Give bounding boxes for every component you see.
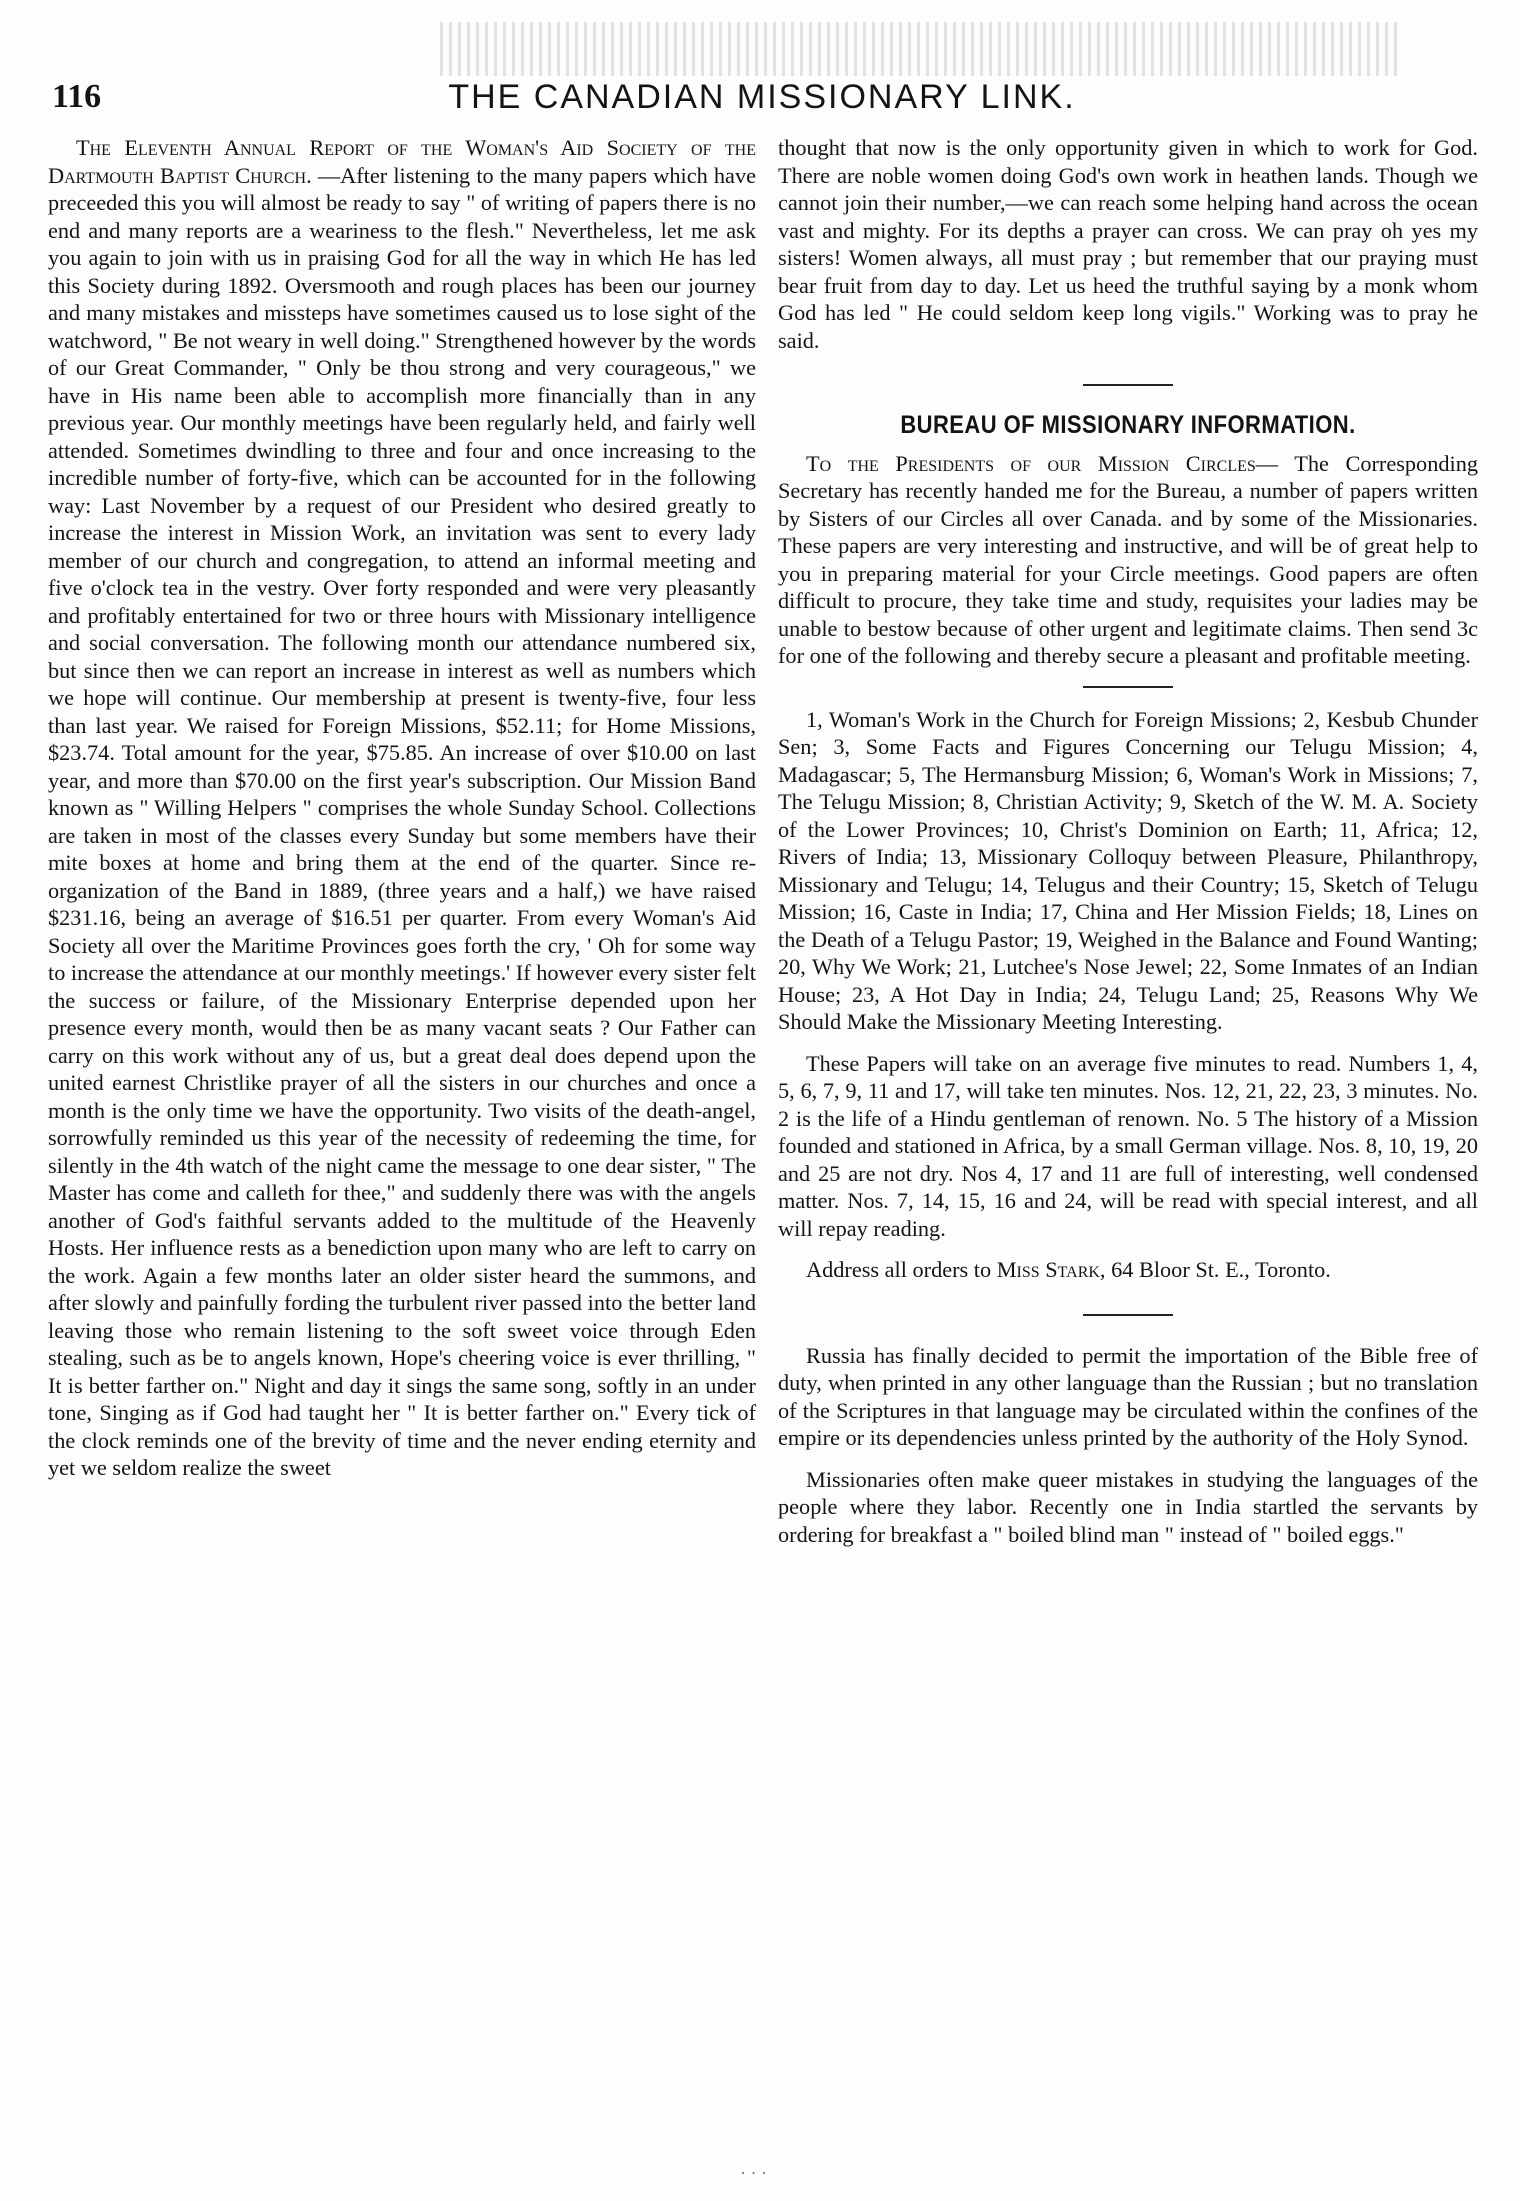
right-column xyxy=(778,134,1478,1548)
address-name: Miss Stark, xyxy=(996,1257,1106,1282)
page-header xyxy=(52,70,1472,130)
bureau-heading: BUREAU OF MISSIONARY INFORMATION. xyxy=(900,411,1356,439)
journal-title: THE CANADIAN MISSIONARY LINK. xyxy=(448,78,1076,116)
russia-paragraph: Russia has finally decided to permit the importation of the Bible free of duty, when printed in any other language than the Russian ; but no translation of the Scriptures in that language may be circulated within the confines of the empire or its dependencies unless printed by the authority of the Holy Synod. xyxy=(778,1342,1478,1450)
section-divider xyxy=(1083,384,1173,386)
section-divider xyxy=(1083,686,1173,688)
article-paragraph xyxy=(48,134,756,1482)
article-heading: The Eleventh Annual Report of the Woman's Aid Society of the Dartmouth Baptist Church. xyxy=(48,135,756,188)
article-continuation: thought that now is the only opportunity given in which to work for God. There are noble women doing God's own work in heathen lands. Though we cannot join their number,—we can reach some helping hand across the ocean vast and mighty. For its depths a prayer can cross. We can pray oh yes my sisters! Women always, all must pray ; but remember that our praying must bear fruit from day to day. Let us heed the truthful saying by a monk whom God has led " He could seldom keep long vigils." Working was to pray he said. xyxy=(778,135,1478,353)
bureau-salutation: To the Presidents of our Mission Circles— xyxy=(806,450,1279,476)
left-column xyxy=(48,134,756,1482)
page-number: 116 xyxy=(52,78,102,115)
address-prefix: Address all orders to xyxy=(806,1257,997,1282)
print-artifact-footer: ˙ ˙ ˙ xyxy=(740,2168,767,2188)
papers-timing: These Papers will take on an average five minutes to read. Numbers 1, 4, 5, 6, 7, 9, 11 and 17, will take ten minutes. Nos. 12, 21, 22, 23, 3 minutes. No. 2 is the life of a Hindu gentleman of renown. No. 5 The history of a Mission founded and stationed in Africa, by a small German village. Nos. 8, 10, 19, 20 and 25 are not dry. Nos 4, 17 and 11 are full of interesting, well condensed matter. Nos. 7, 14, 15, 16 and 24, will be read with special interest, and all will repay reading. xyxy=(778,1050,1478,1241)
bureau-intro-paragraph xyxy=(778,450,1478,670)
print-artifact xyxy=(440,22,1400,76)
address-paragraph xyxy=(778,1256,1478,1284)
paper-list: 1, Woman's Work in the Church for Foreign Missions; 2, Kesbub Chunder Sen; 3, Some Facts and Figures Concerning our Telugu Mission; 4, Madagascar; 5, The Hermansburg Mission; 6, Woman's Work in Missions; 7, The Telugu Mission; 8, Christian Activity; 9, Sketch of the W. M. A. Society of the Lower Provinces; 10, Christ's Dominion on Earth; 11, Africa; 12, Rivers of India; 13, Missionary Colloquy between Pleasure, Philanthropy, Missionary and Telugu; 14, Telugus and their Country; 15, Sketch of Telugu Mission; 16, Caste in India; 17, China and Her Mission Fields; 18, Lines on the Death of a Telugu Pastor; 19, Weighed in the Balance and Found Wanting; 20, Why We Work; 21, Lutchee's Nose Jewel; 22, Some Inmates of an Indian House; 23, A Hot Day in India; 24, Telugu Land; 25, Reasons Why We Should Make the Missionary Meeting Interesting. xyxy=(778,706,1478,1034)
missionaries-paragraph: Missionaries often make queer mistakes in studying the languages of the people where they labor. Recently one in India startled the servants by ordering for breakfast a " boiled blind man " instead of " boiled eggs." xyxy=(778,1466,1478,1547)
article-body: —After listening to the many papers which have preceeded this you will almost be ready to say " of writing of papers there is no end and many reports are a weariness to the flesh." Nevertheless, let me ask you again to join with us in praising God for all the way in which He has led this Society during 1892. Oversmooth and rough places has been our journey and many mistakes and missteps have sometimes caused us to lose sight of the watchword, " Be not weary in well doing." Strengthened however by the words of our Great Commander, " Only be thou strong and very courageous," we have in His name been able to accomplish more financially than in any previous year. Our monthly meetings have been regularly held, and fairly well attended. Sometimes dwindling to three and four and once increasing to the incredible number of forty-five, which can be accounted for in the following way: Last November by a request of our President who desired greatly to increase the interest in Mission Work, an invitation was sent to every lady member of our church and congregation, to attend an informal meeting and five o'clock tea in the vestry. Over forty responded and were very pleasantly and profitably entertained for two or three hours with Missionary intelligence and social conversation. The following month our attendance numbered six, but since then we can report an increase in interest as well as numbers which we hope will continue. Our membership at present is twenty-five, four less than last year. We raised for Foreign Missions, $52.11; for Home Missions, $23.74. Total amount for the year, $75.85. An increase of over $10.00 on last year, and more than $70.00 on the first year's subscription. Our Mission Band known as " Willing Helpers " comprises the whole Sunday School. Collections are taken in most of the classes every Sunday but some members have their mite boxes at home and bring them at the end of the quarter. Since re-organization of the Band in 1889, (three years and a half,) we have raised $231.16, being an average of $16.51 per quarter. From every Woman's Aid Society all over the Maritime Provinces goes forth the cry, ' Oh for some way to increase the attendance at our monthly meetings.' If however every sister felt the success or failure, of the Missionary Enterprise depended upon her presence every month, would then be as many vacant seats ? Our Father can carry on this work without any of us, but a great deal does depend upon the united earnest Christlike prayer of all the sisters in our churches and once a month is the only time we have the opportunity. Two visits of the death-angel, sorrowfully reminded us this year of the necessity of redeeming the time, for silently in the 4th watch of the night came the message to one dear sister, " The Master has come and calleth for thee," and suddenly there was with the angels another of God's faithful servants added to the multitude of the Heavenly Hosts. Her influence rests as a benediction upon many who are left to carry on the work. Again a few months later an older sister heard the summons, and after slowly and painfully fording the turbulent river passed into the better land leaving those who remain listening to the soft sweet voice through Eden stealing, such as be to angels known, Hope's cheering voice is ever thrilling, " It is better farther on." Night and day it sings the same song, softly in an under tone, Singing as if God had taught her " It is better farther on." Every tick of the clock reminds one of the brevity of time and the never ending eternity and yet we seldom realize the sweet xyxy=(48,162,757,1480)
address-rest: 64 Bloor St. E., Toronto. xyxy=(1105,1257,1331,1282)
section-divider xyxy=(1083,1314,1173,1316)
bureau-intro: The Corresponding Secretary has recently handed me for the Bureau, a number of papers written by Sisters of our Circles all over Canada. and by some of the Missionaries. These papers are very interesting and instructive, and will be of great help to you in preparing material for your Circle meetings. Good papers are often difficult to procure, they take time and study, requisites your ladies may be unable to bestow because of other urgent and legitimate claims. Then send 3c for one of the following and thereby secure a pleasant and profitable meeting. xyxy=(778,450,1478,668)
